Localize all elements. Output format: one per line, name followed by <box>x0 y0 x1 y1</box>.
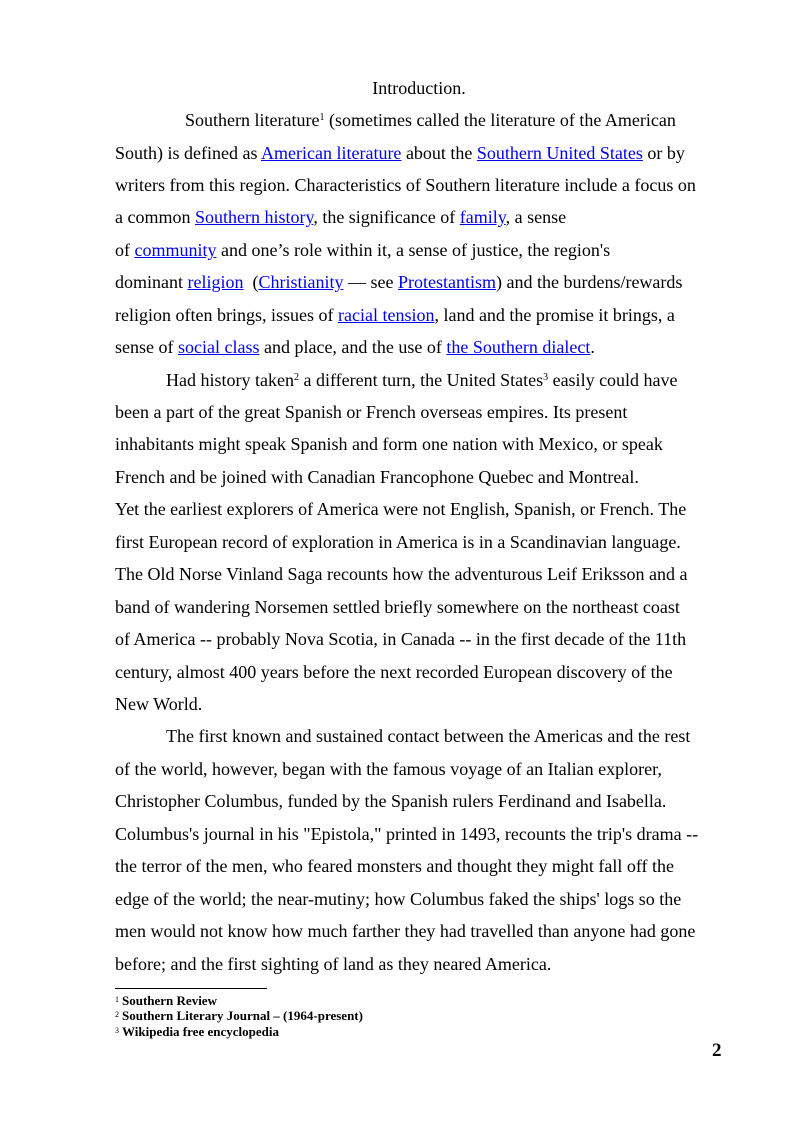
paragraph-3-line-5: the terror of the men, who feared monsters and thought they might fall off the <box>115 856 675 876</box>
link-racial-tension[interactable]: racial tension <box>337 305 435 325</box>
text-span: , a sense <box>505 207 567 227</box>
footnote-ref-1[interactable]: 1 <box>319 112 325 123</box>
link-southern-history[interactable]: Southern history <box>194 207 314 227</box>
footnote-text: Southern Literary Journal – (1964-present) <box>122 1008 363 1023</box>
text-span: South) is defined as <box>115 143 261 163</box>
text-span: a common <box>115 207 195 227</box>
paragraph-1-line-2 <box>115 141 685 165</box>
link-protestantism[interactable]: Protestantism <box>397 272 496 292</box>
link-religion[interactable]: religion <box>187 272 244 292</box>
paragraph-1-line-7 <box>115 303 675 327</box>
paragraph-1-line-1 <box>185 108 676 132</box>
paragraph-2-line-10: century, almost 400 years before the next recorded European discovery of the <box>115 662 673 682</box>
footnote-2[interactable] <box>115 1008 363 1023</box>
footnote-3[interactable] <box>115 1024 279 1039</box>
paragraph-1-line-6 <box>115 270 682 294</box>
text-span: sense of <box>115 337 178 357</box>
text-span: ( <box>243 272 259 292</box>
text-span: about the <box>401 143 477 163</box>
text-span: or by <box>642 143 685 163</box>
text-span: and one’s role within it, a sense of justice, the region's <box>216 240 611 260</box>
text-span: and place, and the use of <box>259 337 447 357</box>
footnote-ref-3[interactable]: 3 <box>543 372 549 383</box>
footnote-text: Southern Review <box>122 993 217 1008</box>
text-span: , the significance of <box>313 207 460 227</box>
paragraph-2-line-7: The Old Norse Vinland Saga recounts how the adventurous Leif Eriksson and a <box>115 564 688 584</box>
text-span: easily could have <box>548 370 678 390</box>
footnote-number: 3 <box>115 1026 119 1035</box>
paragraph-1-line-8 <box>115 335 595 359</box>
link-community[interactable]: community <box>134 240 217 260</box>
text-span: — see <box>343 272 398 292</box>
text-span: of <box>115 240 135 260</box>
footnote-number: 2 <box>115 1010 119 1019</box>
paragraph-3-line-8: before; and the first sighting of land as they neared America. <box>115 954 552 974</box>
link-southern-dialect[interactable]: the Southern dialect <box>446 337 591 357</box>
page-number: 2 <box>712 1040 722 1061</box>
footnote-number: 1 <box>115 995 119 1004</box>
paragraph-2-line-5: Yet the earliest explorers of America were not English, Spanish, or French. The <box>115 499 687 519</box>
paragraph-2-line-8: band of wandering Norsemen settled briefly somewhere on the northeast coast <box>115 597 680 617</box>
text-span: dominant <box>115 272 188 292</box>
text-span: Had history taken <box>166 370 294 390</box>
paragraph-2-line-6: first European record of exploration in America is in a Scandinavian language. <box>115 532 681 552</box>
paragraph-2-line-3: inhabitants might speak Spanish and form one nation with Mexico, or speak <box>115 434 663 454</box>
text-span: . <box>590 337 595 357</box>
paragraph-3-line-3: Christopher Columbus, funded by the Spanish rulers Ferdinand and Isabella. <box>115 791 667 811</box>
footnote-1[interactable] <box>115 993 217 1008</box>
paragraph-3-line-1: The first known and sustained contact between the Americas and the rest <box>166 726 691 746</box>
link-christianity[interactable]: Christianity <box>258 272 344 292</box>
footnote-text: Wikipedia free encyclopedia <box>122 1024 279 1039</box>
paragraph-2-line-2: been a part of the great Spanish or French overseas empires. Its present <box>115 402 628 422</box>
text-span: ) and the burdens/rewards <box>495 272 683 292</box>
text-span: religion often brings, issues of <box>115 305 338 325</box>
paragraph-3-line-6: edge of the world; the near-mutiny; how Columbus faked the ships' logs so the <box>115 889 682 909</box>
paragraph-1-line-5 <box>115 238 610 262</box>
text-span: , land and the promise it brings, a <box>434 305 675 325</box>
text-span: a different turn, the United States <box>298 370 544 390</box>
paragraph-3-line-7: men would not know how much farther they had travelled than anyone had gone <box>115 921 696 941</box>
link-southern-united-states[interactable]: Southern United States <box>476 143 643 163</box>
page-title: Introduction. <box>372 78 466 98</box>
text-span: (sometimes called the literature of the American <box>324 110 676 130</box>
link-american-literature[interactable]: American literature <box>261 143 402 163</box>
paragraph-2-line-11: New World. <box>115 694 203 714</box>
text-span: Southern literature <box>185 110 320 130</box>
link-social-class[interactable]: social class <box>177 337 260 357</box>
link-family[interactable]: family <box>459 207 506 227</box>
paragraph-2-line-1 <box>166 368 678 392</box>
footnote-ref-2[interactable]: 2 <box>293 372 299 383</box>
paragraph-3-line-4: Columbus's journal in his "Epistola," printed in 1493, recounts the trip's drama -- <box>115 824 699 844</box>
paragraph-2-line-4: French and be joined with Canadian Francophone Quebec and Montreal. <box>115 467 639 487</box>
paragraph-1-line-4 <box>115 205 566 229</box>
paragraph-2-line-9: of America -- probably Nova Scotia, in Canada -- in the first decade of the 11th <box>115 629 687 649</box>
paragraph-3-line-2: of the world, however, began with the famous voyage of an Italian explorer, <box>115 759 662 779</box>
footnote-separator <box>115 988 267 989</box>
paragraph-1-line-3: writers from this region. Characteristics of Southern literature include a focus on <box>115 175 696 195</box>
